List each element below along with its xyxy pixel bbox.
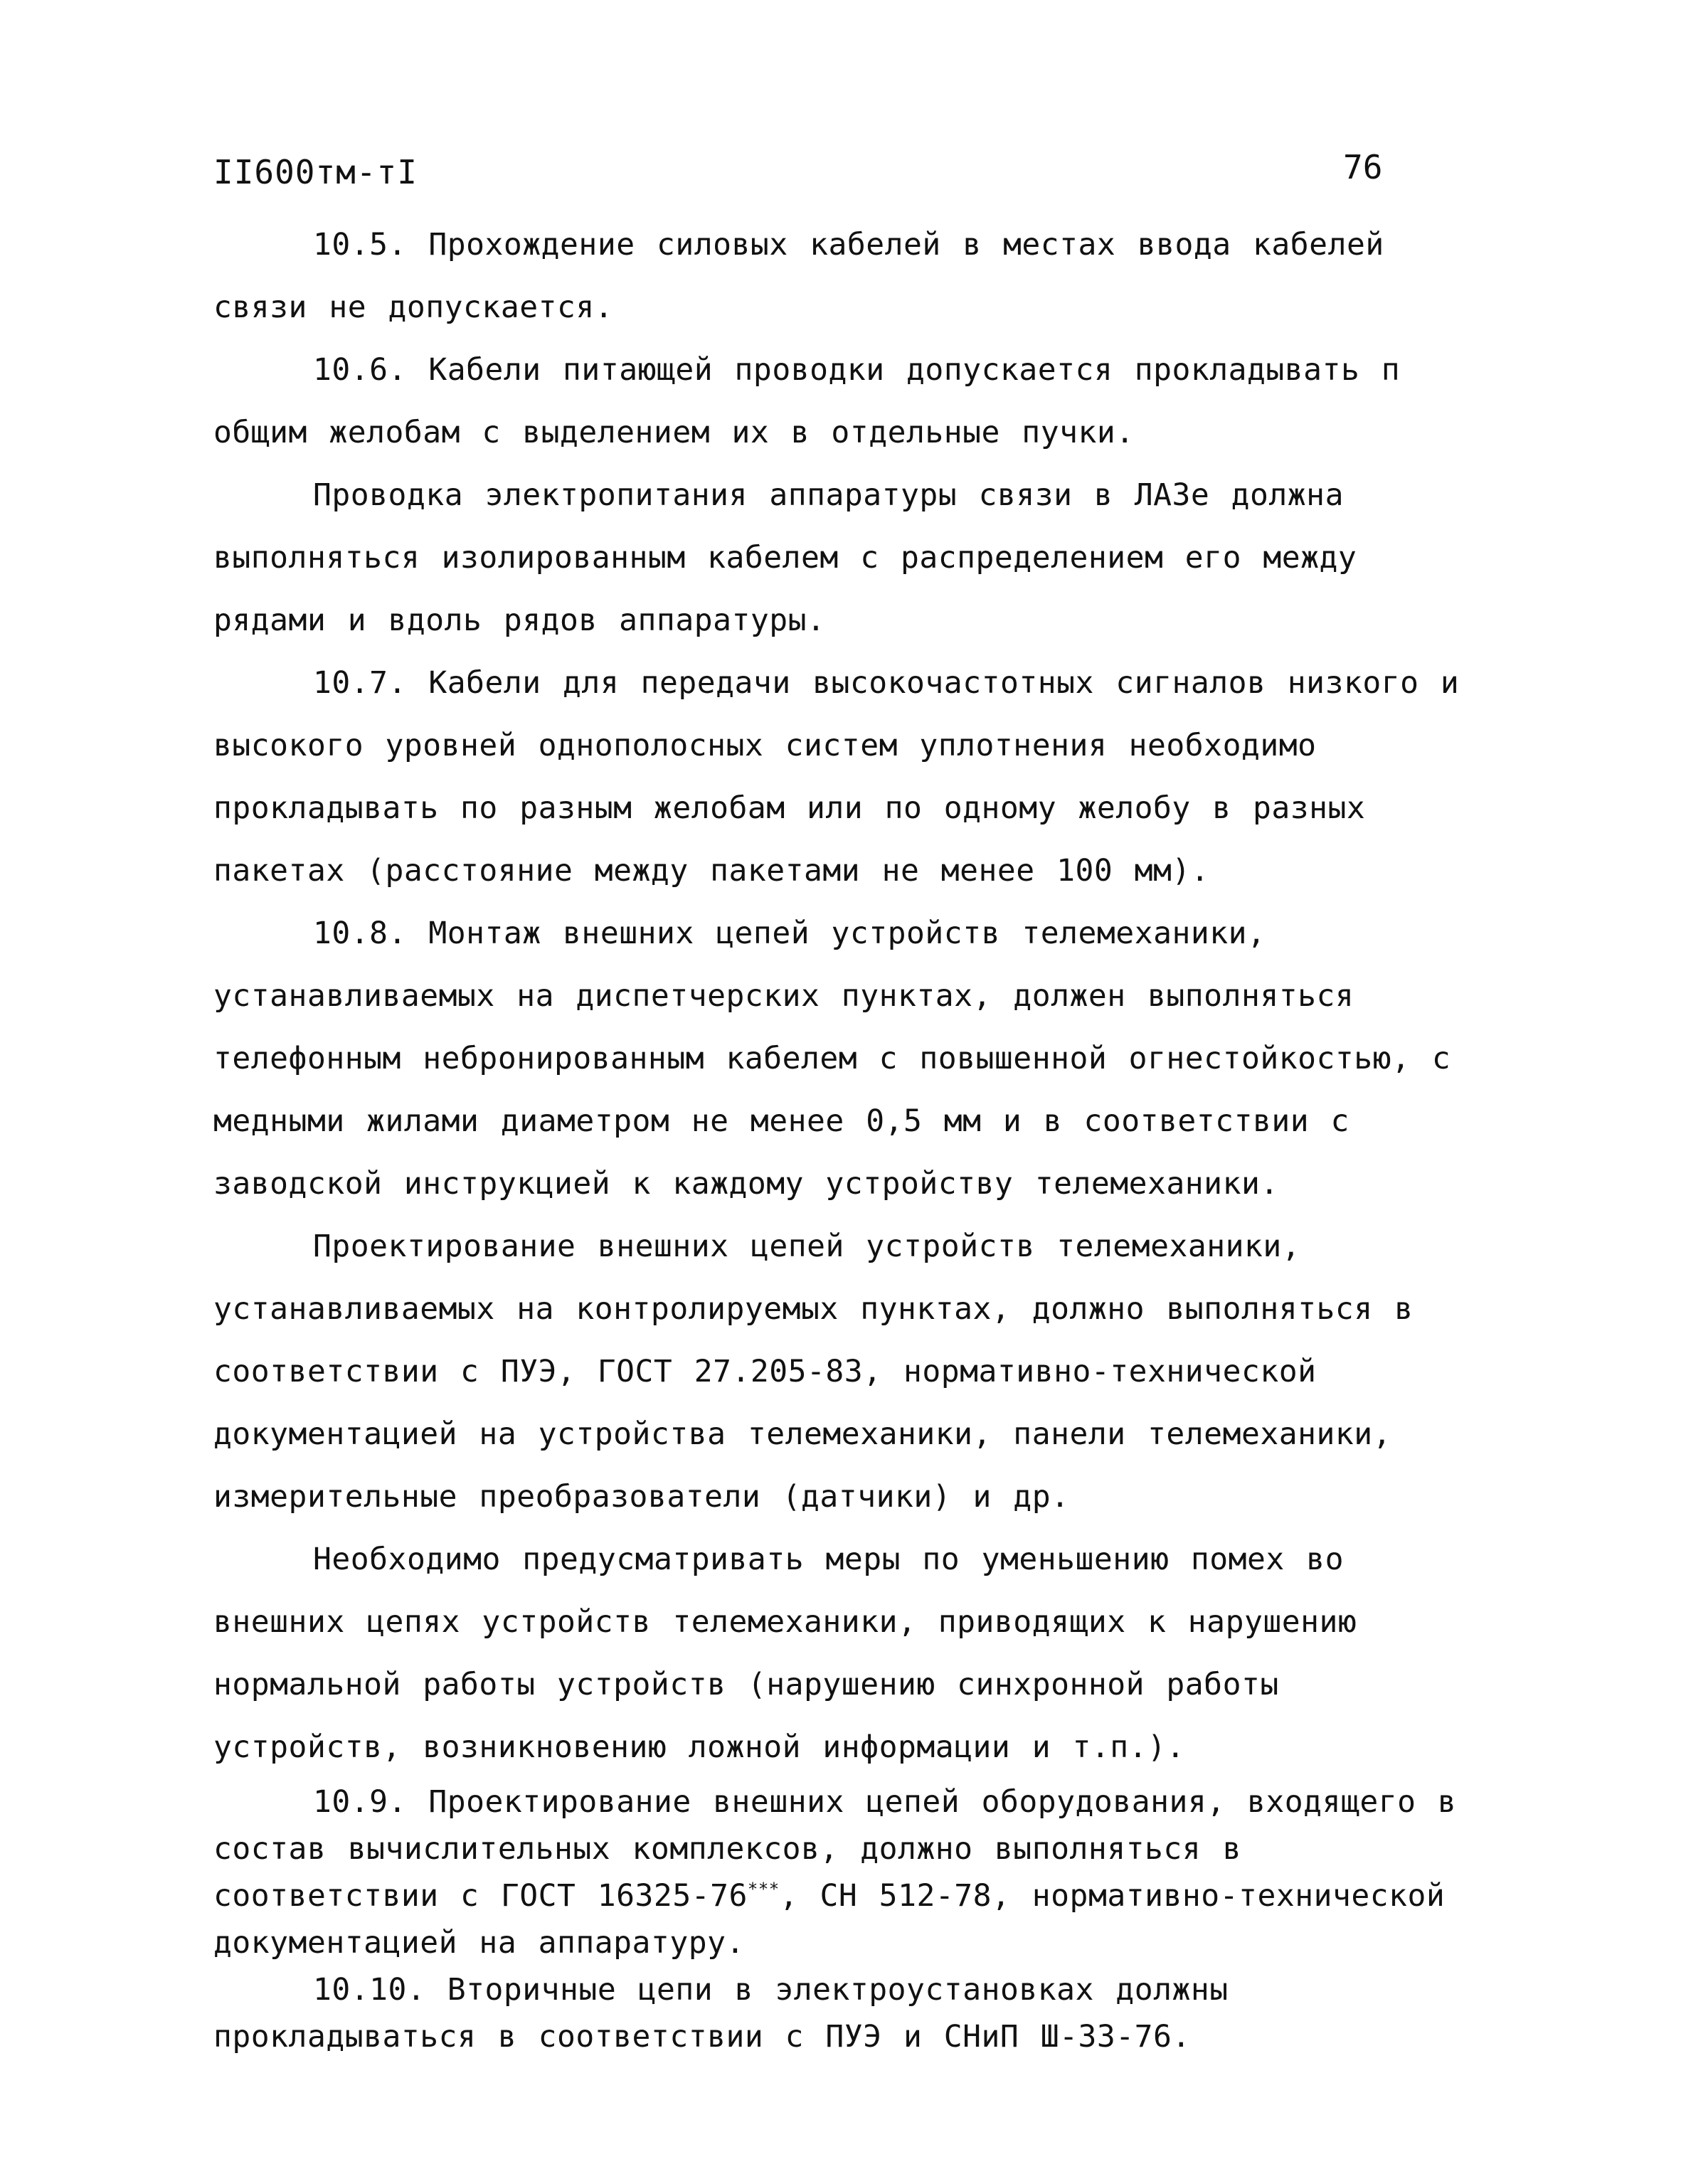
footnote-marker: ***	[747, 1879, 780, 1899]
paragraph-10-8: 10.8. Монтаж внешних цепей устройств телемеханики, устанавливаемых на диспетчерских пунктах, должен выполняться телефонным небронированным кабелем с повышенной огнестойкостью, с медными жилами диаметром не менее 0,5 мм и в соответствии с заводской инструкцией к каждому устройству телемеханики.	[213, 916, 1451, 1202]
paragraph-power-wiring: Проводка электропитания аппаратуры связи в ЛАЗе должна выполняться изолированным кабелем с распределением его между рядами и вдоль рядов аппаратуры.	[213, 477, 1357, 638]
paragraph-10-9-part1: 10.9. Проектирование внешних цепей оборудования, входящего в состав вычислительных комплексов, должно выполняться в соответствии с ГОСТ 16325-76	[213, 1784, 1457, 1914]
paragraph-10-10: 10.10. Вторичные цепи в электроустановках должны прокладываться в соответствии с ПУЭ и СНиП Ш-33-76.	[213, 1972, 1229, 2055]
paragraph-10-6: 10.6. Кабели питающей проводки допускается прокладывать п общим желобам с выделением их в отдельные пучки.	[213, 352, 1401, 450]
page-number: 76	[1343, 148, 1383, 186]
paragraph-interference: Необходимо предусматривать меры по уменьшению помех во внешних цепях устройств телемеханики, приводящих к нарушению нормальной работы устройств (нарушению синхронной работы устройств, возникновению ложной информации и т.п.).	[213, 1542, 1357, 1765]
paragraph-10-9	[213, 1779, 1465, 1966]
paragraph-10-5: 10.5. Прохождение силовых кабелей в местах ввода кабелей связи не допускается.	[213, 227, 1384, 325]
document-code: II600тм-тI	[213, 153, 418, 191]
paragraph-10-7: 10.7. Кабели для передачи высокочастотных сигналов низкого и высокого уровней однополосных систем уплотнения необходимо прокладывать по разным желобам или по одному желобу в разных пакетах (расстояние между пакетами не менее 100 мм).	[213, 665, 1460, 889]
document-body	[213, 213, 1465, 2060]
paragraph-design-telemechanics: Проектирование внешних цепей устройств телемеханики, устанавливаемых на контролируемых пунктах, должно выполняться в соответствии с ПУЭ, ГОСТ 27.205-83, нормативно-технической документацией на устройства телемеханики, панели телемеханики, измерительные преобразователи (датчики) и др.	[213, 1229, 1414, 1515]
paragraph-10-9-part2: , СН 512-78, нормативно-технической документацией на аппаратуру.	[213, 1878, 1446, 1961]
